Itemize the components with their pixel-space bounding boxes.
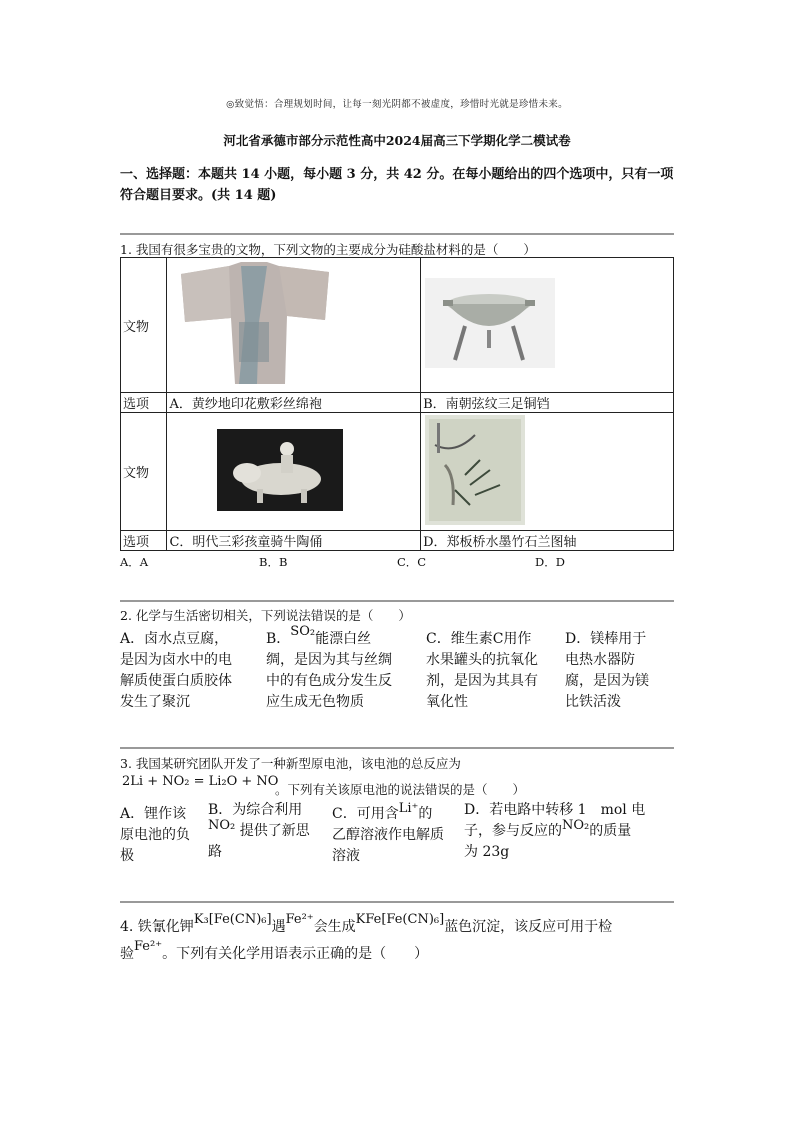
option-a: A．黄纱地印花敷彩丝绵袍 bbox=[167, 393, 421, 413]
answer-c: C．C bbox=[397, 555, 427, 569]
answer-a: A．A bbox=[120, 555, 149, 569]
q3-option-d: D．若电路中转移 1 mol 电 子，参与反应的NO₂的质量 为 23g bbox=[464, 802, 646, 860]
q3-option-b: B．为综合利用 NO₂ 提供了新思 路 bbox=[208, 802, 310, 860]
exam-title: 河北省承德市部分示范性高中2024届高三下学期化学二模试卷 bbox=[223, 133, 571, 148]
motto-line: ◎致觉悟：合理规划时间，让每一刻光阴都不被虚度，珍惜时光就是珍惜未来。 bbox=[226, 99, 568, 110]
option-label: 选项 bbox=[121, 531, 167, 551]
q3-stem: 3. 我国某研究团队开发了一种新型原电池，该电池的总反应为 bbox=[120, 756, 461, 771]
answer-d: D．D bbox=[535, 555, 565, 569]
q2-option-c: C．维生素C用作 水果罐头的抗氧化 剂，是因为其具有 氧化性 bbox=[426, 631, 538, 710]
divider bbox=[120, 600, 674, 602]
divider bbox=[120, 901, 674, 903]
option-c: C．明代三彩孩童骑牛陶俑 bbox=[167, 531, 421, 551]
silk-robe-image bbox=[179, 262, 329, 384]
relic-b-cell bbox=[421, 258, 674, 393]
relic-c-cell bbox=[167, 413, 421, 531]
bronze-tripod-image bbox=[425, 278, 555, 368]
relic-a-cell bbox=[167, 258, 421, 393]
q2-option-a: A．卤水点豆腐， 是因为卤水中的电 解质使蛋白质胶体 发生了聚沉 bbox=[120, 631, 232, 710]
q2-option-d: D．镁棒用于 电热水器防 腐，是因为镁 比铁活泼 bbox=[565, 631, 649, 710]
q1-stem: 1. 我国有很多宝贵的文物，下列文物的主要成分为硅酸盐材料的是（ ） bbox=[120, 242, 536, 257]
q2-stem: 2. 化学与生活密切相关，下列说法错误的是（ ） bbox=[120, 608, 411, 623]
q3-option-c: C．可用含Li⁺的 乙醇溶液作电解质 溶液 bbox=[332, 801, 444, 864]
option-label: 选项 bbox=[121, 393, 167, 413]
option-d: D．郑板桥水墨竹石兰图轴 bbox=[421, 531, 674, 551]
relic-label: 文物 bbox=[121, 413, 167, 531]
divider bbox=[120, 747, 674, 749]
relic-label: 文物 bbox=[121, 258, 167, 393]
relic-d-cell bbox=[421, 413, 674, 531]
q3-option-a: A．锂作该 原电池的负 极 bbox=[120, 806, 190, 864]
ink-painting-image bbox=[425, 415, 525, 525]
answer-b: B．B bbox=[259, 555, 288, 569]
q4-stem: 4. 铁氰化钾K₃[Fe(CN)₆]遇Fe²⁺会生成KFe[Fe(CN)₆]蓝色沉淀，该反应可用于检 验Fe²⁺。下列有关化学用语表示正确的是（ ） bbox=[120, 912, 613, 962]
section-heading: 一、选择题：本题共 14 小题，每小题 3 分，共 42 分。在每小题给出的四个选项中，只有一项符合题目要求。(共 14 题) bbox=[120, 167, 674, 203]
q3-stem-2: 。下列有关该原电池的说法错误的是（ ） bbox=[275, 782, 526, 797]
divider bbox=[120, 233, 674, 235]
q2-option-b: B．SO₂能漂白丝 绸，是因为其与丝绸 中的有色成分发生反 应生成无色物质 bbox=[266, 624, 392, 710]
q1-table bbox=[120, 257, 674, 551]
q3-equation: 2Li + NO₂ = Li₂O + NO bbox=[122, 774, 279, 789]
option-b: B．南朝弦纹三足铜铛 bbox=[421, 393, 674, 413]
pottery-figure-image bbox=[217, 429, 343, 511]
